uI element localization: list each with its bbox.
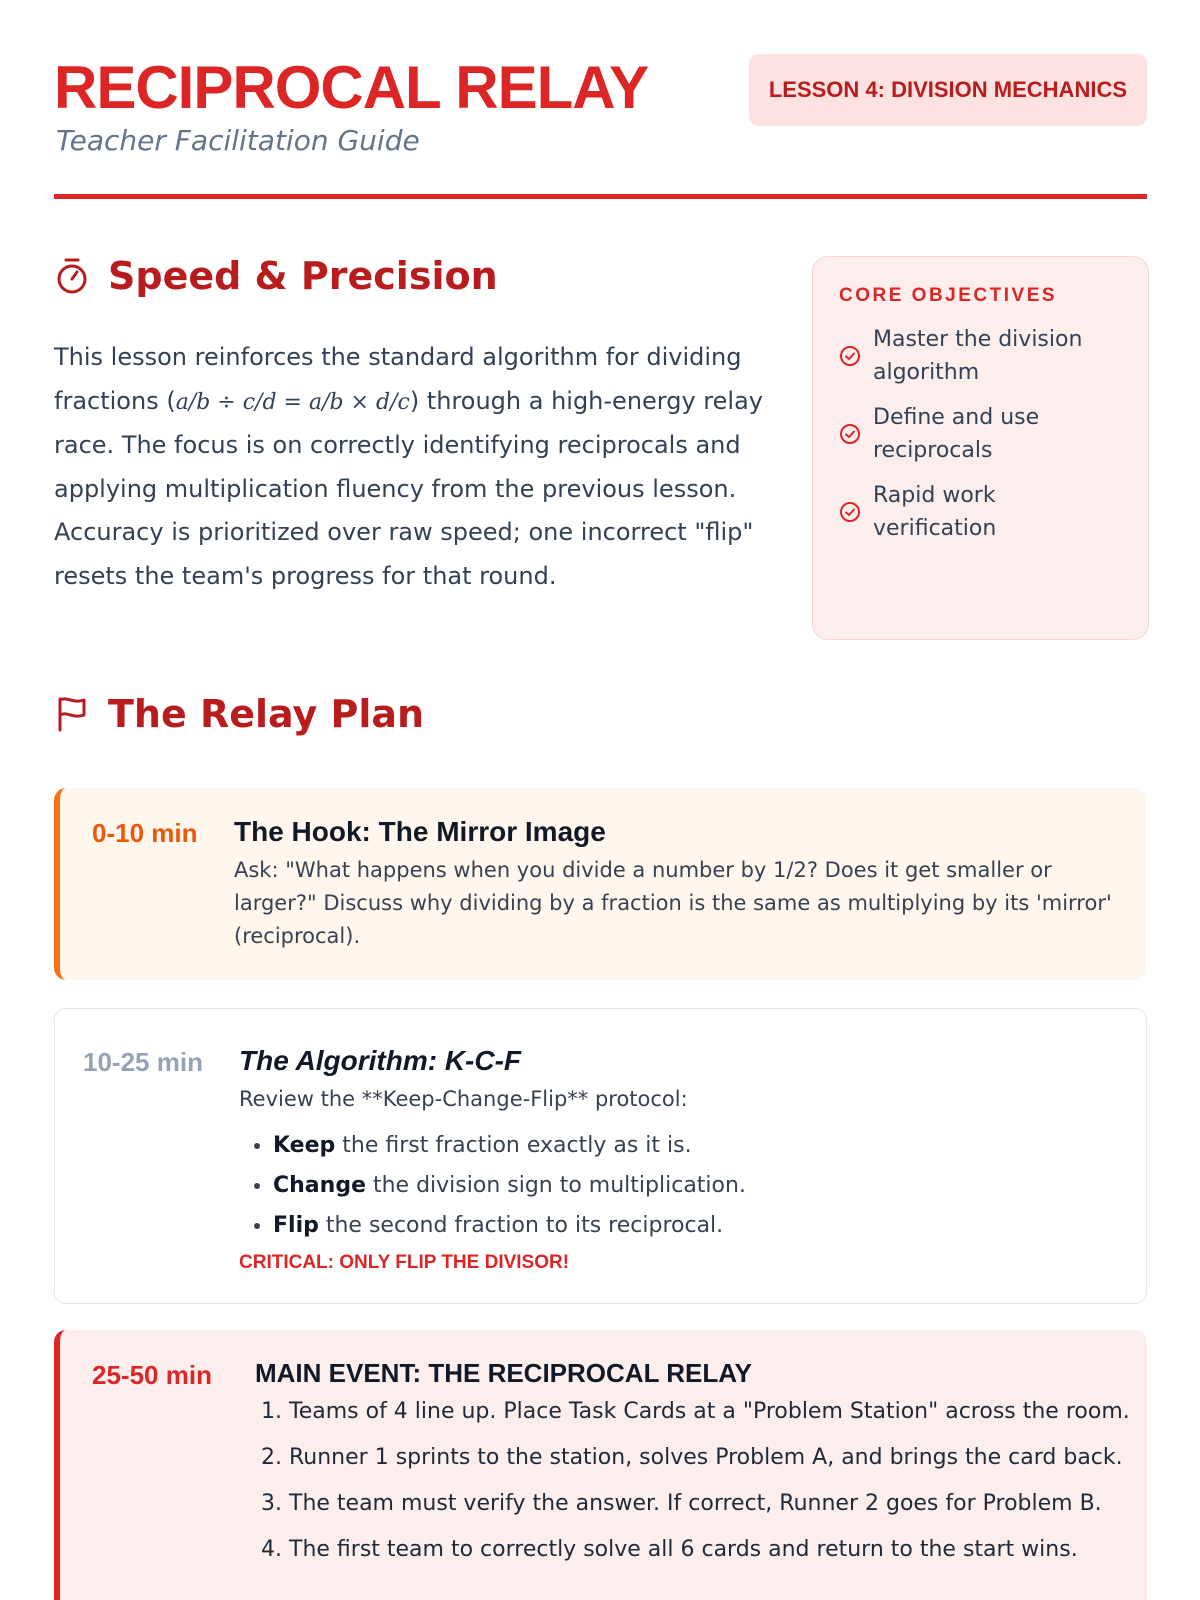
page-title: RECIPROCAL RELAY [54,54,649,121]
lesson-badge: LESSON 4: DIVISION MECHANICS [749,54,1147,126]
list-item: 2. Runner 1 sprints to the station, solves Problem A, and brings the card back. [289,1441,1135,1474]
algorithm-card [54,1008,1147,1304]
check-circle-icon [839,501,861,523]
step-keyword: Flip [273,1213,319,1238]
hook-time: 0-10 min [92,818,198,848]
list-item [273,1166,1119,1206]
step-text: the division sign to multiplication. [365,1173,746,1198]
hook-card [54,788,1147,980]
main-event-card [54,1330,1147,1600]
core-objectives-panel [812,256,1149,640]
objectives-heading: CORE OBJECTIVES [839,285,1058,306]
main-event-body [255,1358,1135,1579]
objective-item [839,479,1122,545]
algorithm-time: 10-25 min [83,1047,203,1077]
algorithm-intro: Review the **Keep-Change-Flip** protocol: [239,1087,688,1111]
objective-item [839,323,1122,389]
list-item: 3. The team must verify the answer. If correct, Runner 2 goes for Problem B. [289,1487,1135,1520]
plan-heading [54,692,424,736]
objective-text: Define and use reciprocals [873,405,1040,463]
fraction-division-formula: a/b ÷ c/d = a/b × d/c [175,389,410,415]
page-header [54,52,1147,202]
intro-heading [54,254,498,298]
relay-steps-list [289,1395,1135,1566]
intro-text-after: ) through a high-energy relay race. The focus is on correctly identifying reciprocals and applying multiplication fluency from the previous lesson. Accuracy is prioritized over raw speed; one incorrect "flip" resets the team's progress for that round. [54,386,763,590]
page-subtitle: Teacher Facilitation Guide [56,124,420,157]
header-divider [54,194,1147,199]
list-item: 4. The first team to correctly solve all 6 cards and return to the start wins. [289,1533,1135,1566]
hook-body [234,816,1114,953]
list-item: 1. Teams of 4 line up. Place Task Cards at a "Problem Station" across the room. [289,1395,1135,1428]
intro-text-before: This lesson reinforces the standard algorithm for dividing fractions ( [54,343,742,415]
step-keyword: Change [273,1173,366,1198]
step-keyword: Keep [273,1133,336,1158]
kcf-steps-list [273,1126,1119,1246]
hook-title: The Hook: The Mirror Image [234,816,606,847]
stopwatch-icon [54,256,90,296]
plan-heading-text: The Relay Plan [108,692,425,736]
step-text: the second fraction to its reciprocal. [318,1213,724,1238]
check-circle-icon [839,345,861,367]
check-circle-icon [839,423,861,445]
objective-text: Rapid work verification [873,483,997,541]
intro-paragraph [54,336,774,598]
main-event-time: 25-50 min [92,1360,212,1390]
algorithm-body [239,1045,1119,1274]
hook-description: Ask: "What happens when you divide a number by 1/2? Does it get smaller or larger?" Discuss why dividing by a fraction is the same as multiplying by its 'mirror' (reciprocal). [234,858,1112,948]
flag-icon [54,694,90,734]
list-item [273,1126,1119,1166]
algorithm-title: The Algorithm: K-C-F [239,1045,522,1076]
objective-text: Master the division algorithm [873,327,1083,385]
step-text: the first fraction exactly as it is. [335,1133,692,1158]
intro-heading-text: Speed & Precision [108,254,498,298]
critical-note: CRITICAL: ONLY FLIP THE DIVISOR! [239,1252,570,1273]
main-event-title: MAIN EVENT: THE RECIPROCAL RELAY [255,1358,752,1388]
objective-item [839,401,1122,467]
list-item [273,1206,1119,1246]
